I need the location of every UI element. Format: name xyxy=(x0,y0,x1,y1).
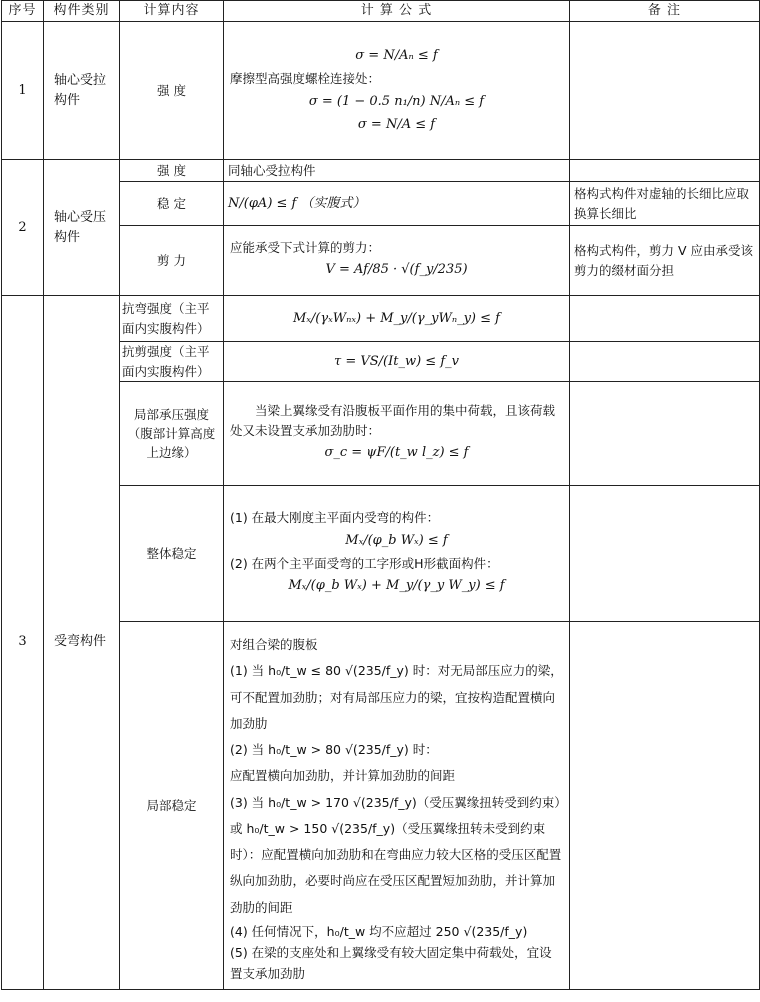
row3-overall-formula2: Mₓ/(φ_b Wₓ) + M_y/(γ_y W_y) ≤ f xyxy=(288,578,505,594)
header-no: 序号 xyxy=(2,1,44,22)
header-note: 备 注 xyxy=(570,1,760,22)
row3-local-cell xyxy=(224,382,570,486)
row2-category: 轴心受压构件 xyxy=(44,160,120,296)
row3-category: 受弯构件 xyxy=(44,296,120,990)
row3-overall-cell xyxy=(224,486,570,622)
row3-bend-formula: Mₓ/(γₓWₙₓ) + M_y/(γ_yWₙ_y) ≤ f xyxy=(224,296,570,342)
row1-category: 轴心受拉构件 xyxy=(44,22,120,160)
row3-shear-formula: τ = VS/(It_w) ≤ f_v xyxy=(224,342,570,382)
row3-overall-content: 整体稳定 xyxy=(120,486,224,622)
buckle-line-0: 对组合梁的腹板 xyxy=(230,637,318,653)
buckle-line-6: (5) 在梁的支座处和上翼缘受有较大固定集中荷载处，宜设置支承加劲肋 xyxy=(230,945,552,982)
row1-no: 1 xyxy=(2,22,44,160)
row3-no: 3 xyxy=(2,296,44,990)
row2-shear-cell xyxy=(224,226,570,296)
row3-buckle-content: 局部稳定 xyxy=(120,622,224,990)
row3-local-formula: σ_c = ψF/(t_w l_z) ≤ f xyxy=(324,444,469,460)
row-tension-member xyxy=(2,22,760,160)
row3-buckle-cell xyxy=(224,622,570,990)
row2-strength-formula: 同轴心受拉构件 xyxy=(224,160,570,182)
row1-content: 强 度 xyxy=(120,22,224,160)
row3-shear-note xyxy=(570,342,760,382)
buckle-line-5: (4) 任何情况下，h₀/t_w 均不应超过 250 √(235/f_y) xyxy=(230,923,528,939)
buckle-line-1: (1) 当 h₀/t_w ≤ 80 √(235/f_y) 时：对无局部压应力的梁，可不配置加劲肋；对有局部压应力的梁，宜按构造配置横向加劲肋 xyxy=(230,663,563,731)
row3-overall-formula1: Mₓ/(φ_b Wₓ) ≤ f xyxy=(345,532,448,548)
header-category: 构件类别 xyxy=(44,1,120,22)
row3-overall-note xyxy=(570,486,760,622)
row1-formula-1: σ = N/Aₙ ≤ f xyxy=(355,48,438,64)
row2-shear-note: 格构式构件，剪力 V 应由承受该剪力的缀材面分担 xyxy=(570,226,760,296)
header-content: 计算内容 xyxy=(120,1,224,22)
design-formula-table xyxy=(1,0,760,990)
buckle-line-4: (3) 当 h₀/t_w > 170 √(235/f_y)（受压翼缘扭转受到约束）或 h₀/t_w > 150 √(235/f_y)（受压翼缘扭转未受到约束时）：应配置横向加劲肋和在弯曲应力较大区格的受压区配置纵向加劲肋，必要时尚应在受压区配置短加劲肋，并计算加劲肋的间距 xyxy=(230,794,562,915)
row2-strength-note xyxy=(570,160,760,182)
row2-stability-note: 格构式构件对虚轴的长细比应取换算长细比 xyxy=(570,182,760,226)
header-formula: 计 算 公 式 xyxy=(224,1,570,22)
row2-shear-text: 应能承受下式计算的剪力： xyxy=(230,239,381,255)
row3-bend-note xyxy=(570,296,760,342)
row3-local-text: 当梁上翼缘受有沿腹板平面作用的集中荷载，且该荷载处又未设置支承加劲肋时： xyxy=(230,403,556,438)
row2-shear-content: 剪 力 xyxy=(120,226,224,296)
row2-strength-content: 强 度 xyxy=(120,160,224,182)
row2-shear-formula: V = Af/85 · √(f_y/235) xyxy=(325,262,468,278)
row3-buckle-note xyxy=(570,622,760,990)
row1-formula-3: σ = N/A ≤ f xyxy=(357,116,436,132)
buckle-line-3: 应配置横向加劲肋，并计算加劲肋的间距 xyxy=(230,768,456,784)
row-bending-strength xyxy=(2,296,760,342)
row3-local-note xyxy=(570,382,760,486)
row2-stability-formula: N/(φA) ≤ f （实腹式） xyxy=(224,182,570,226)
row1-formula-text: 摩擦型高强度螺栓连接处： xyxy=(230,71,381,87)
row2-no: 2 xyxy=(2,160,44,296)
row3-overall-text2: (2) 在两个主平面受弯的工字形或H形截面构件： xyxy=(230,555,499,571)
row1-formula-2: σ = (1 − 0.5 n₁/n) N/Aₙ ≤ f xyxy=(308,93,485,109)
row-compression-strength xyxy=(2,160,760,182)
buckle-line-2: (2) 当 h₀/t_w > 80 √(235/f_y) 时： xyxy=(230,742,438,758)
row1-note xyxy=(570,22,760,160)
row3-overall-text1: (1) 在最大刚度主平面内受弯的构件： xyxy=(230,510,440,526)
header-row xyxy=(2,1,760,22)
row3-shear-content: 抗剪强度（主平面内实腹构件） xyxy=(120,342,224,382)
row2-stability-content: 稳 定 xyxy=(120,182,224,226)
row1-formula-cell xyxy=(224,22,570,160)
row3-local-content: 局部承压强度（腹部计算高度上边缘） xyxy=(120,382,224,486)
row3-bend-content: 抗弯强度（主平面内实腹构件） xyxy=(120,296,224,342)
